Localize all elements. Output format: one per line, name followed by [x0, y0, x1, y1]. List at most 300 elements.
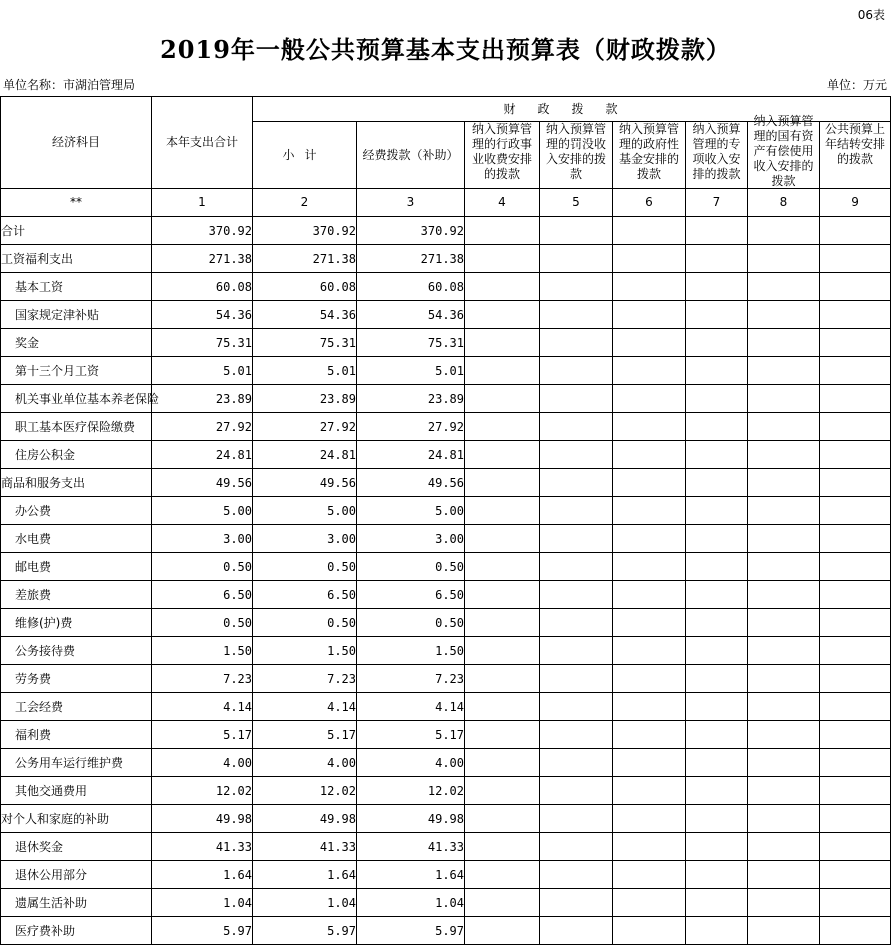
row-empty-col-7 — [686, 385, 748, 413]
row-subject: 办公费 — [1, 497, 152, 525]
row-value-v3: 0.50 — [357, 609, 465, 637]
row-empty-col-7 — [686, 721, 748, 749]
table-row — [1, 833, 891, 861]
row-empty-col-8 — [748, 777, 820, 805]
table-row — [1, 385, 891, 413]
row-value-v3: 49.56 — [357, 469, 465, 497]
row-value-v3: 60.08 — [357, 273, 465, 301]
row-subject: 第十三个月工资 — [1, 357, 152, 385]
row-empty-col-8 — [748, 329, 820, 357]
row-empty-col-6 — [613, 637, 686, 665]
header-col-7-text: 纳入预算管理的专项收入安排的拨款 — [692, 122, 741, 181]
row-value-v2: 5.01 — [253, 357, 357, 385]
row-empty-col-4 — [465, 497, 540, 525]
row-empty-col-5 — [540, 749, 613, 777]
table-row — [1, 497, 891, 525]
row-empty-col-9 — [820, 217, 891, 245]
row-empty-col-6 — [613, 721, 686, 749]
row-empty-col-9 — [820, 469, 891, 497]
row-empty-col-7 — [686, 665, 748, 693]
header-col-6 — [613, 122, 686, 189]
row-empty-col-8 — [748, 497, 820, 525]
row-value-v1: 41.33 — [152, 833, 253, 861]
row-value-v2: 27.92 — [253, 413, 357, 441]
table-row — [1, 357, 891, 385]
row-value-v2: 23.89 — [253, 385, 357, 413]
index-row — [1, 189, 891, 217]
row-empty-col-6 — [613, 329, 686, 357]
row-empty-col-7 — [686, 749, 748, 777]
table-row — [1, 553, 891, 581]
header-col-7 — [686, 122, 748, 189]
row-value-v1: 5.00 — [152, 497, 253, 525]
row-empty-col-4 — [465, 609, 540, 637]
row-empty-col-4 — [465, 805, 540, 833]
row-value-v1: 1.50 — [152, 637, 253, 665]
row-subject: 医疗费补助 — [1, 917, 152, 945]
row-empty-col-9 — [820, 665, 891, 693]
row-value-v1: 5.17 — [152, 721, 253, 749]
row-empty-col-5 — [540, 861, 613, 889]
row-subject: 对个人和家庭的补助 — [1, 805, 152, 833]
row-empty-col-4 — [465, 749, 540, 777]
row-subject: 退休公用部分 — [1, 861, 152, 889]
row-value-v1: 271.38 — [152, 245, 253, 273]
row-subject: 劳务费 — [1, 665, 152, 693]
row-value-v3: 4.14 — [357, 693, 465, 721]
row-empty-col-9 — [820, 917, 891, 945]
header-col-8 — [748, 114, 820, 189]
row-empty-col-4 — [465, 553, 540, 581]
row-empty-col-9 — [820, 805, 891, 833]
row-value-v3: 0.50 — [357, 553, 465, 581]
row-subject: 国家规定津补贴 — [1, 301, 152, 329]
index-cell: 1 — [152, 189, 253, 217]
row-value-v3: 1.04 — [357, 889, 465, 917]
row-empty-col-5 — [540, 889, 613, 917]
header-col-4-text: 纳入预算管理的行政事业收费安排的拨款 — [471, 122, 532, 181]
row-empty-col-5 — [540, 469, 613, 497]
row-value-v1: 0.50 — [152, 609, 253, 637]
header-total: 本年支出合计 — [152, 97, 253, 189]
row-empty-col-5 — [540, 777, 613, 805]
row-value-v1: 0.50 — [152, 553, 253, 581]
row-subject: 公务接待费 — [1, 637, 152, 665]
row-empty-col-4 — [465, 273, 540, 301]
row-empty-col-8 — [748, 385, 820, 413]
header-col-8-text: 纳入预算管理的国有资产有偿使用收入安排的拨款 — [753, 114, 814, 188]
table-row — [1, 245, 891, 273]
row-subject: 工会经费 — [1, 693, 152, 721]
table-row — [1, 441, 891, 469]
row-subject: 邮电费 — [1, 553, 152, 581]
header-col-5-text: 纳入预算管理的罚没收入安排的拨款 — [545, 122, 606, 181]
page-title: 2019年一般公共预算基本支出预算表（财政拨款） — [160, 35, 731, 64]
row-subject: 遗属生活补助 — [1, 889, 152, 917]
row-empty-col-6 — [613, 553, 686, 581]
row-empty-col-4 — [465, 637, 540, 665]
index-cell: 8 — [748, 189, 820, 217]
row-empty-col-5 — [540, 413, 613, 441]
row-value-v3: 75.31 — [357, 329, 465, 357]
row-value-v3: 12.02 — [357, 777, 465, 805]
row-subject: 职工基本医疗保险缴费 — [1, 413, 152, 441]
index-cell: 3 — [357, 189, 465, 217]
row-empty-col-7 — [686, 357, 748, 385]
row-value-v3: 1.50 — [357, 637, 465, 665]
row-value-v3: 23.89 — [357, 385, 465, 413]
row-empty-col-6 — [613, 301, 686, 329]
row-empty-col-9 — [820, 525, 891, 553]
row-value-v3: 49.98 — [357, 805, 465, 833]
row-empty-col-7 — [686, 497, 748, 525]
row-subject: 差旅费 — [1, 581, 152, 609]
table-row — [1, 609, 891, 637]
row-value-v1: 6.50 — [152, 581, 253, 609]
row-empty-col-9 — [820, 385, 891, 413]
row-empty-col-4 — [465, 245, 540, 273]
row-value-v1: 49.98 — [152, 805, 253, 833]
row-empty-col-6 — [613, 805, 686, 833]
row-empty-col-6 — [613, 497, 686, 525]
row-empty-col-5 — [540, 833, 613, 861]
row-empty-col-4 — [465, 693, 540, 721]
row-empty-col-9 — [820, 497, 891, 525]
row-value-v2: 6.50 — [253, 581, 357, 609]
row-empty-col-6 — [613, 217, 686, 245]
row-empty-col-4 — [465, 217, 540, 245]
row-empty-col-4 — [465, 833, 540, 861]
row-value-v1: 1.64 — [152, 861, 253, 889]
row-value-v2: 54.36 — [253, 301, 357, 329]
row-empty-col-5 — [540, 273, 613, 301]
row-empty-col-5 — [540, 329, 613, 357]
row-empty-col-7 — [686, 861, 748, 889]
row-empty-col-4 — [465, 889, 540, 917]
row-empty-col-6 — [613, 889, 686, 917]
row-empty-col-5 — [540, 917, 613, 945]
row-empty-col-6 — [613, 385, 686, 413]
row-empty-col-7 — [686, 833, 748, 861]
row-empty-col-7 — [686, 273, 748, 301]
row-value-v3: 41.33 — [357, 833, 465, 861]
row-empty-col-7 — [686, 413, 748, 441]
table-row — [1, 861, 891, 889]
row-empty-col-4 — [465, 413, 540, 441]
header-subtotal: 小计 — [253, 122, 357, 189]
row-value-v2: 49.98 — [253, 805, 357, 833]
row-value-v3: 7.23 — [357, 665, 465, 693]
row-value-v1: 75.31 — [152, 329, 253, 357]
row-value-v3: 1.64 — [357, 861, 465, 889]
row-empty-col-8 — [748, 273, 820, 301]
row-value-v1: 5.97 — [152, 917, 253, 945]
row-subject: 维修(护)费 — [1, 609, 152, 637]
row-empty-col-5 — [540, 665, 613, 693]
row-value-v2: 24.81 — [253, 441, 357, 469]
table-row — [1, 777, 891, 805]
row-value-v1: 370.92 — [152, 217, 253, 245]
row-subject: 商品和服务支出 — [1, 469, 152, 497]
row-empty-col-6 — [613, 469, 686, 497]
row-empty-col-8 — [748, 693, 820, 721]
row-empty-col-8 — [748, 413, 820, 441]
row-value-v3: 4.00 — [357, 749, 465, 777]
row-empty-col-7 — [686, 469, 748, 497]
row-value-v2: 1.50 — [253, 637, 357, 665]
row-empty-col-7 — [686, 581, 748, 609]
row-subject: 机关事业单位基本养老保险 — [1, 385, 152, 413]
row-empty-col-9 — [820, 301, 891, 329]
row-empty-col-5 — [540, 301, 613, 329]
header-col-9 — [820, 122, 891, 189]
row-subject: 其他交通费用 — [1, 777, 152, 805]
row-empty-col-5 — [540, 609, 613, 637]
row-empty-col-9 — [820, 609, 891, 637]
row-empty-col-4 — [465, 329, 540, 357]
row-empty-col-9 — [820, 357, 891, 385]
table-row — [1, 525, 891, 553]
row-empty-col-6 — [613, 917, 686, 945]
index-cell: 9 — [820, 189, 891, 217]
table-row — [1, 301, 891, 329]
table-row — [1, 217, 891, 245]
row-empty-col-7 — [686, 441, 748, 469]
row-empty-col-6 — [613, 525, 686, 553]
row-empty-col-8 — [748, 441, 820, 469]
row-value-v2: 4.00 — [253, 749, 357, 777]
index-cell: ** — [1, 189, 152, 217]
row-value-v1: 4.14 — [152, 693, 253, 721]
row-empty-col-8 — [748, 469, 820, 497]
index-cell: 7 — [686, 189, 748, 217]
row-value-v2: 4.14 — [253, 693, 357, 721]
row-value-v3: 5.01 — [357, 357, 465, 385]
row-empty-col-9 — [820, 329, 891, 357]
row-empty-col-9 — [820, 413, 891, 441]
row-empty-col-7 — [686, 525, 748, 553]
unit-name-label: 单位名称：市湖泊管理局 — [3, 78, 136, 92]
row-value-v2: 0.50 — [253, 553, 357, 581]
row-empty-col-9 — [820, 721, 891, 749]
row-empty-col-9 — [820, 861, 891, 889]
row-empty-col-5 — [540, 581, 613, 609]
row-value-v2: 3.00 — [253, 525, 357, 553]
table-row — [1, 749, 891, 777]
row-value-v2: 370.92 — [253, 217, 357, 245]
row-empty-col-6 — [613, 861, 686, 889]
row-empty-col-9 — [820, 889, 891, 917]
row-empty-col-7 — [686, 329, 748, 357]
table-row — [1, 413, 891, 441]
row-empty-col-5 — [540, 805, 613, 833]
row-empty-col-5 — [540, 693, 613, 721]
row-value-v2: 5.97 — [253, 917, 357, 945]
index-cell: 5 — [540, 189, 613, 217]
row-value-v1: 27.92 — [152, 413, 253, 441]
row-value-v2: 1.04 — [253, 889, 357, 917]
row-value-v3: 370.92 — [357, 217, 465, 245]
row-empty-col-6 — [613, 413, 686, 441]
budget-table — [0, 96, 891, 945]
row-empty-col-4 — [465, 469, 540, 497]
row-empty-col-8 — [748, 525, 820, 553]
row-subject: 水电费 — [1, 525, 152, 553]
row-empty-col-7 — [686, 777, 748, 805]
row-value-v2: 12.02 — [253, 777, 357, 805]
row-empty-col-5 — [540, 525, 613, 553]
row-empty-col-6 — [613, 665, 686, 693]
row-empty-col-8 — [748, 861, 820, 889]
row-empty-col-7 — [686, 637, 748, 665]
row-empty-col-6 — [613, 441, 686, 469]
row-value-v1: 12.02 — [152, 777, 253, 805]
row-empty-col-6 — [613, 581, 686, 609]
row-value-v3: 24.81 — [357, 441, 465, 469]
row-value-v2: 5.17 — [253, 721, 357, 749]
row-empty-col-5 — [540, 553, 613, 581]
row-value-v1: 54.36 — [152, 301, 253, 329]
unit-label: 单位：万元 — [826, 78, 887, 92]
header-col-5 — [540, 122, 613, 189]
row-value-v1: 24.81 — [152, 441, 253, 469]
row-value-v2: 60.08 — [253, 273, 357, 301]
row-empty-col-8 — [748, 805, 820, 833]
table-row — [1, 469, 891, 497]
row-value-v1: 23.89 — [152, 385, 253, 413]
row-empty-col-7 — [686, 609, 748, 637]
table-row — [1, 273, 891, 301]
row-empty-col-4 — [465, 385, 540, 413]
row-empty-col-9 — [820, 441, 891, 469]
row-empty-col-4 — [465, 301, 540, 329]
row-value-v2: 75.31 — [253, 329, 357, 357]
row-subject: 合计 — [1, 217, 152, 245]
row-empty-col-9 — [820, 693, 891, 721]
row-empty-col-9 — [820, 749, 891, 777]
row-empty-col-5 — [540, 497, 613, 525]
row-subject: 住房公积金 — [1, 441, 152, 469]
row-value-v1: 5.01 — [152, 357, 253, 385]
row-value-v3: 54.36 — [357, 301, 465, 329]
row-empty-col-4 — [465, 861, 540, 889]
table-row — [1, 637, 891, 665]
row-empty-col-8 — [748, 245, 820, 273]
row-subject: 奖金 — [1, 329, 152, 357]
row-empty-col-5 — [540, 441, 613, 469]
row-empty-col-9 — [820, 637, 891, 665]
header-finance-group: 财政拨款 — [253, 97, 891, 122]
row-subject: 福利费 — [1, 721, 152, 749]
row-value-v2: 5.00 — [253, 497, 357, 525]
row-empty-col-8 — [748, 749, 820, 777]
table-row — [1, 917, 891, 945]
row-empty-col-9 — [820, 273, 891, 301]
row-empty-col-5 — [540, 721, 613, 749]
row-value-v1: 49.56 — [152, 469, 253, 497]
table-row — [1, 721, 891, 749]
row-empty-col-6 — [613, 777, 686, 805]
row-empty-col-9 — [820, 581, 891, 609]
row-value-v2: 7.23 — [253, 665, 357, 693]
row-empty-col-6 — [613, 833, 686, 861]
row-empty-col-8 — [748, 665, 820, 693]
row-empty-col-6 — [613, 693, 686, 721]
header-fund: 经费拨款（补助） — [357, 122, 465, 189]
row-empty-col-8 — [748, 581, 820, 609]
row-value-v2: 271.38 — [253, 245, 357, 273]
row-empty-col-9 — [820, 833, 891, 861]
row-empty-col-9 — [820, 245, 891, 273]
index-cell: 2 — [253, 189, 357, 217]
table-row — [1, 693, 891, 721]
row-empty-col-7 — [686, 245, 748, 273]
row-empty-col-8 — [748, 889, 820, 917]
row-subject: 基本工资 — [1, 273, 152, 301]
row-empty-col-6 — [613, 245, 686, 273]
row-value-v3: 5.00 — [357, 497, 465, 525]
table-row — [1, 665, 891, 693]
row-value-v1: 7.23 — [152, 665, 253, 693]
row-empty-col-6 — [613, 609, 686, 637]
row-empty-col-5 — [540, 385, 613, 413]
row-value-v3: 5.17 — [357, 721, 465, 749]
form-number: 06表 — [857, 8, 885, 22]
row-subject: 工资福利支出 — [1, 245, 152, 273]
row-empty-col-9 — [820, 777, 891, 805]
row-empty-col-4 — [465, 665, 540, 693]
row-empty-col-9 — [820, 553, 891, 581]
header-subject: 经济科目 — [1, 97, 152, 189]
row-value-v2: 1.64 — [253, 861, 357, 889]
index-cell: 6 — [613, 189, 686, 217]
row-empty-col-4 — [465, 777, 540, 805]
row-value-v3: 3.00 — [357, 525, 465, 553]
row-value-v2: 0.50 — [253, 609, 357, 637]
header-col-6-text: 纳入预算管理的政府性基金安排的拨款 — [618, 122, 679, 181]
row-empty-col-4 — [465, 357, 540, 385]
row-empty-col-5 — [540, 245, 613, 273]
row-empty-col-8 — [748, 553, 820, 581]
row-empty-col-5 — [540, 637, 613, 665]
header-col-9-text: 公共预算上年结转安排的拨款 — [825, 122, 886, 166]
row-empty-col-8 — [748, 217, 820, 245]
row-empty-col-7 — [686, 917, 748, 945]
row-empty-col-5 — [540, 217, 613, 245]
row-value-v3: 6.50 — [357, 581, 465, 609]
row-empty-col-7 — [686, 301, 748, 329]
row-empty-col-7 — [686, 217, 748, 245]
row-value-v3: 271.38 — [357, 245, 465, 273]
row-empty-col-8 — [748, 301, 820, 329]
row-empty-col-8 — [748, 609, 820, 637]
row-empty-col-7 — [686, 553, 748, 581]
header-col-4 — [465, 122, 540, 189]
row-empty-col-4 — [465, 917, 540, 945]
table-row — [1, 581, 891, 609]
row-empty-col-6 — [613, 357, 686, 385]
index-cell: 4 — [465, 189, 540, 217]
row-empty-col-4 — [465, 441, 540, 469]
row-empty-col-8 — [748, 833, 820, 861]
table-row — [1, 329, 891, 357]
row-empty-col-4 — [465, 721, 540, 749]
row-empty-col-6 — [613, 273, 686, 301]
table-row — [1, 805, 891, 833]
row-empty-col-8 — [748, 721, 820, 749]
row-value-v1: 1.04 — [152, 889, 253, 917]
row-empty-col-6 — [613, 749, 686, 777]
